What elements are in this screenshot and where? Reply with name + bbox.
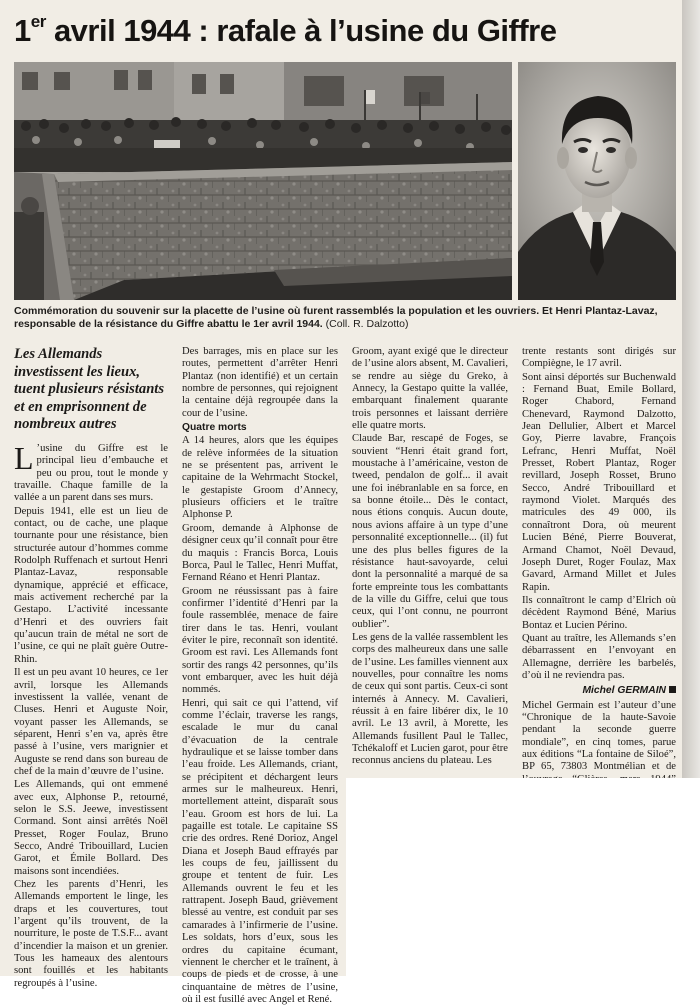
paragraph: Quant au traître, les Allemands s’en débarrassent en l’envoyant en Allemagne, derrière les barbelés, d’où il ne reviendra pas.: [522, 632, 676, 681]
paragraph: Les gens de la vallée rassemblent les corps des malheureux dans une salle de l’usine. Les familles viennent aux nouvelles, pour connaître les noms de ceux qui sont partis. Ceux-ci sont internés à Annecy. M. Cavalieri, réussit à en faire libérer dix, le 10 avril. Le 13 avril, à Morette, les Allemands fusillent Paul le Tallec, Tchékaloff et Lucien garot, pour être reconnus anciens du plateau. Les: [352, 631, 508, 767]
paragraph: trente restants sont dirigés sur Compiègne, le 17 avril.: [522, 346, 676, 370]
paragraph: Claude Bar, rescapé de Foges, se souvient “Henri était grand fort, moustache à l’américaine, veston de tweed, pendalon de golf... il avait une foi inébranlable en sa force, en sa bonne étoile... Dès le contact, nous étions conquis. Aucun doute, nous avions affaire à un type d’une personnalité exceptionnelle... (il) fut une des plus belles figures de la résistance haut-savoyarde, celui dont la personnalité a marqué de sa forte empreinte tous les combattants de la ville du Giffre, celui que tous ceux, qui l’ont connu, ne pourront oublier”.: [352, 433, 508, 630]
column-1: [14, 346, 168, 991]
column-4: [522, 346, 676, 799]
paragraph: Groom, demande à Alphonse de désigner ceux qu’il connaît pour être du maquis : Francis Borca, Louis Borca, Paul le Tallec, Henri Muffat, Fernand Réano et Henri Plantaz.: [182, 522, 338, 584]
paragraph: Groom ne réussissant pas à faire confirmer l’identité d’Henri par la foule rassemblée, menace de faire tirer dans le tas. Henri, voulant éviter le pire, reconnaît son identité. Groom est ravi. Les Allemands font sortir des rangs 42 personnes, qu’ils vont embarquer, avec les huit déjà nommés.: [182, 585, 338, 696]
column-2: [182, 346, 338, 1007]
paragraph: A 14 heures, alors que les équipes de relève informées de la situation ne se présentent pas, arrivent le capitaine de la Wehrmacht Stockel, le gestapiste Groom d’Annecy, plusieurs officiers et le traître Alphonse P.: [182, 435, 338, 521]
paragraph: Henri, qui sait ce qui l’attend, vif comme l’éclair, traverse les rangs, escalade le mur du canal d’évacuation de la centrale hydraulique et se laisse tomber dans l’eau froide. Les Allemands, criant, se précipitent et déchargent leurs armes sur le malheureux. Henri, mortellement atteint, disparaît sous l’eau. Groom est hors de lui. La pagaille est totale. Le capitaine SS crie des ordres. René Dorioz, Angel Diana et Joseph Baud effrayés par les coups de feu, jaillissent du groupe et tentent de fuir. Les Allemands ouvrent le feu et les rattrapent. Joseph Baud, grièvement blessé au ventre, est conduit par ses camarades à l’infirmerie de l’usine. Les soldats, hors d’eux, sous les ordres du capitaine écumant, viennent le chercher et le traînent, à coups de pieds et de crosse, à une cinquantaine de mètres de l’usine, où il est fusillé avec Angel et René.: [182, 697, 338, 1005]
paragraph: Les Allemands, qui ont emmené avec eux, Alphonse P., retourné, selon le S.S. Jeewe, investissent Cormand. Sont ainsi arrêtés Noël Presset, Roger Foulaz, Bruno Secco, André Tribouillard, Lucien Garot, et Émile Bollard. Des maisons sont incendiées.: [14, 779, 168, 877]
column-3: [352, 346, 508, 769]
paragraph: Groom, ayant exigé que le directeur de l’usine alors absent, M. Cavalieri, se rendre au siège du Greko, à Annecy, la Gestapo quitte la vallée, embarquant finalement quarante trois personnes et laissant derrière elle quatre morts.: [352, 346, 508, 432]
photo-credit: (Coll. R. Dalzotto): [325, 318, 409, 330]
paragraph: Depuis 1941, elle est un lieu de contact, ou de cache, une plaque tournante pour une résistance, bien structurée autour d’hommes comme Rodolph Ruffenach et surtout Henri Plantaz-Lavaz, responsable dynamique, apprécié et efficace, mais activement recherché par la Gestapo. L’activité incessante d’Henri et des ouvriers fait qu’aucun train de métal ne sort de l’usine, ce qui ne plaît guère Outre-Rhin.: [14, 505, 168, 665]
crowd-photo: [14, 62, 512, 300]
paragraph: Des barrages, mis en place sur les routes, permettent d’arrêter Henri Plantaz (non identifié) et un certain nombre de personnes, qui rejoignent la centaine déjà regroupée dans la cour de l’usine.: [182, 346, 338, 419]
paragraph: Sont ainsi déportés sur Buchenwald : Fernand Buat, Emile Bollard, Roger Chabord, Fernand Chenevard, Raymond Dalzotto, Jean Dellulier, Albert et Marcel Goy, Pierre lavabre, François Lefranc, Henri Muffat, Noël Presset, Robert Plantaz, Roger revillard, Joseph Rosset, Bruno Secco, André Tribouillard et raymond Violet. Marqués des matricules des 49 000, ils connaîtront Dora, où meurent Lucien Béné, Pierre Bouverat, Armand Chamot, Noël Devaud, Joseph Duret, Roger Foulaz, Max Gavard, Armand Millet et Jules Rapin.: [522, 371, 676, 593]
paragraph: Chez les parents d’Henri, les Allemands emportent le linge, les draps et les couvertures, tout l’argent qu’ils trouvent, de la nourriture, le poste de T.S.F... avant d’incendier la maison et un grenier. Tous les hameaux des alentours sont fouillés et les habitants regroupés à l’usine.: [14, 879, 168, 989]
subhead: Quatre morts: [182, 422, 247, 434]
headline: 1er avril 1944 : rafale à l’usine du Giffre: [14, 12, 557, 48]
drop-cap: L: [14, 439, 34, 476]
paragraph: Ils connaîtront le camp d’Elrich où décèdent Raymond Béné, Marius Bontaz et Lucien Périno.: [522, 594, 676, 631]
end-square-icon: [669, 686, 676, 693]
author-note: Michel Germain est l’auteur d’une “Chronique de la haute-Savoie pendant la seconde guerre mondiale”, en cinq tomes, parue aux éditions “La fontaine de Siloé”, BP 65, 73803 Montmélian et de: [522, 699, 676, 773]
blank-area: [346, 778, 682, 976]
portrait-photo: [518, 62, 676, 300]
paragraph: Il est un peu avant 10 heures, ce 1er avril, lorsque les Allemands investissent la vallée, venant de Cluses. Henri et Auguste Noir, voyant passer les Allemands, se séparent, Henri s’en va, après être passé à l’usine, vers marignier et Auguste se rend dans son bureau de chef de la main d’œuvre de l’usine.: [14, 667, 168, 777]
page-edge: [682, 0, 700, 778]
photo-caption: Commémoration du souvenir sur la placette de l’usine où furent rassemblés la population et les ouvriers. Et Henri Plantaz-Lavaz, responsable de la résistance du Giffre abattu le 1er avril 1944. (Coll. R. Dalzotto): [14, 305, 658, 330]
article-deck: Les Allemands investissent les lieux, tuent plusieurs résistants et en emprisonnent de nombreux autres: [14, 346, 165, 433]
paragraph: L ’usine du Giffre est le principal lieu d’embauche et peu ou prou, tout le monde y travaille. Chaque famille de la vallée a un parent dans ses murs.: [14, 439, 168, 504]
author-signature: Michel GERMAIN: [522, 685, 676, 697]
